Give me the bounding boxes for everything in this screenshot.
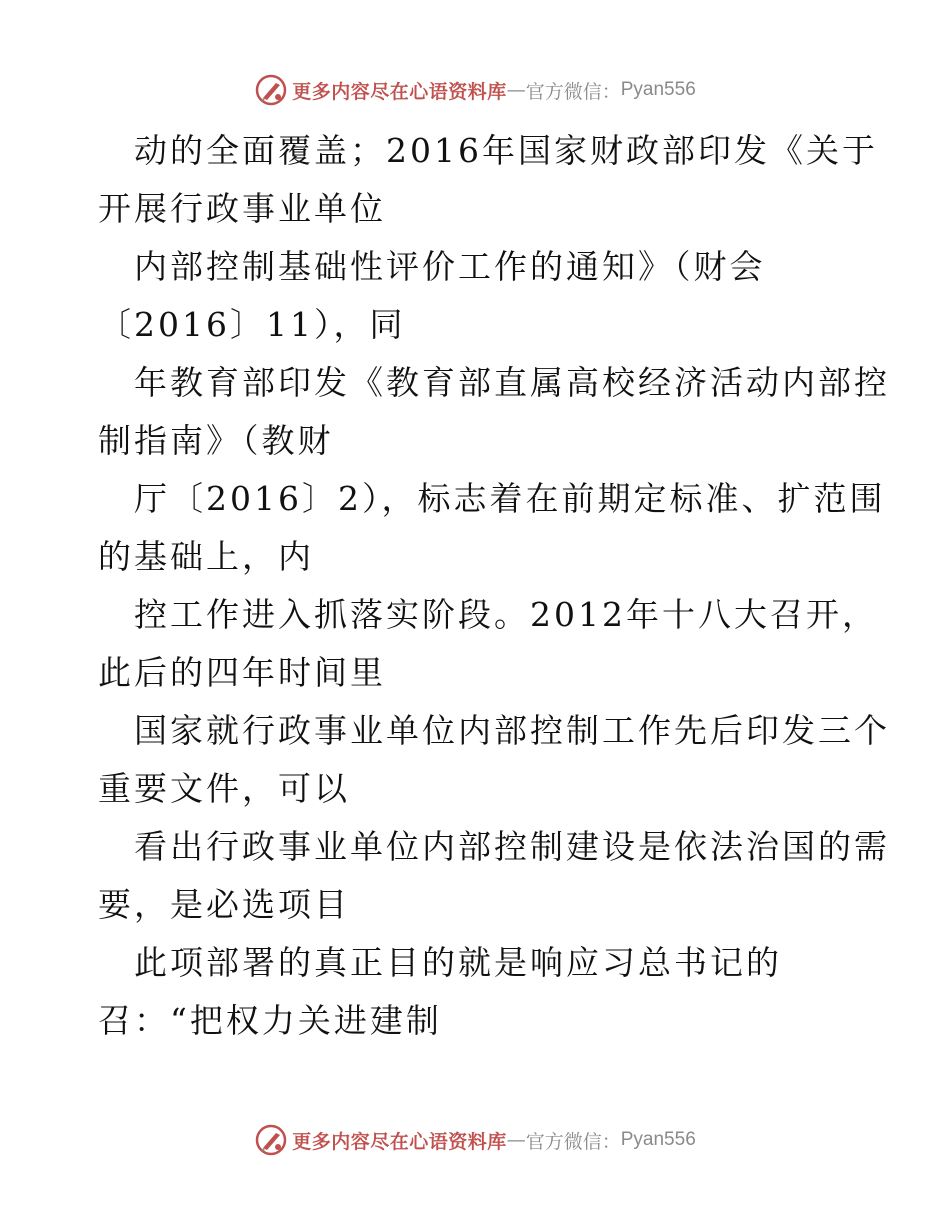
- text-line: 内部控制基础性评价工作的通知》（财会: [134, 247, 766, 286]
- watermark-separator: —: [506, 79, 526, 101]
- watermark-title: 更多内容尽在心语资料库: [292, 1130, 507, 1153]
- text-line: 国家就行政事业单位内部控制工作先后印发三个: [134, 711, 890, 750]
- quill-logo-icon: [254, 73, 288, 107]
- text-line: 动的全面覆盖；2016年国家财政部印发《关于: [134, 131, 878, 170]
- watermark-wechat-label: 官方微信：: [525, 80, 621, 103]
- watermark-wechat-id: Pyan556: [620, 79, 696, 100]
- text-line: 此后的四年时间里: [98, 653, 386, 692]
- quill-logo-icon: [254, 1123, 288, 1157]
- watermark-separator: —: [506, 1129, 526, 1151]
- watermark-footer: [0, 1120, 950, 1160]
- text-line: 年教育部印发《教育部直属高校经济活动内部控: [134, 363, 890, 402]
- text-line: 召：“把权力关进建制: [98, 1001, 442, 1040]
- watermark-wechat-id: Pyan556: [620, 1129, 696, 1150]
- document-body: [98, 122, 890, 1050]
- text-line: 看出行政事业单位内部控制建设是依法治国的需: [134, 827, 890, 866]
- text-line: 重要文件，可以: [98, 769, 350, 808]
- text-line: 〔2016〕11），同: [98, 305, 406, 344]
- text-line: 厅〔2016〕2），标志着在前期定标准、扩范围: [134, 479, 886, 518]
- text-line: 此项部署的真正目的就是响应习总书记的: [134, 943, 782, 982]
- text-line: 开展行政事业单位: [98, 189, 386, 228]
- text-line: 的基础上，内: [98, 537, 314, 576]
- text-line: 要，是必选项目: [98, 885, 350, 924]
- watermark-title: 更多内容尽在心语资料库: [292, 80, 507, 103]
- text-line: 控工作进入抓落实阶段。2012年十八大召开，: [134, 595, 878, 634]
- text-line: 制指南》（教财: [98, 421, 334, 460]
- watermark-wechat-label: 官方微信：: [525, 1130, 621, 1153]
- watermark-header: [0, 70, 950, 110]
